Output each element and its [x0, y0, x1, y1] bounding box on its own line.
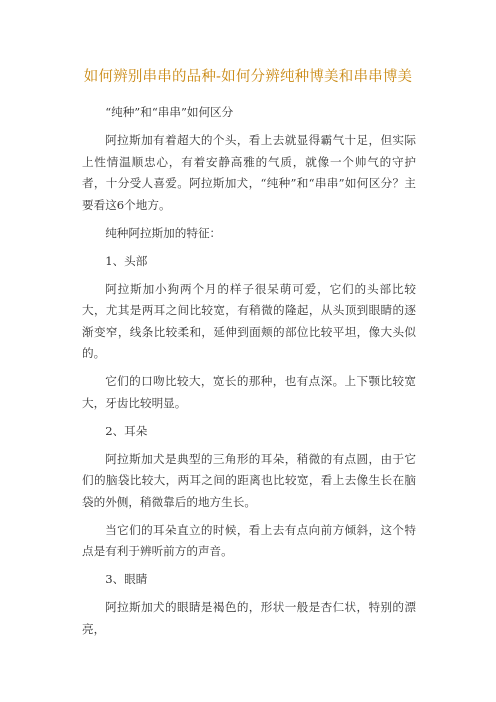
- section-heading: 2、耳朵: [105, 423, 148, 438]
- paragraph-subtitle: “纯种”和“串串”如何区分: [105, 105, 234, 119]
- paragraph: 阿拉斯加犬是典型的三角形的耳朵，稍微的有点圆，由于它们的脑袋比较大，两耳之间的距离也比较宽，看上去像生长在脑袋的外侧，稍微靠后的地方生长。: [82, 451, 416, 509]
- paragraph: 阿拉斯加小狗两个月的样子很呆萌可爱，它们的头部比较大，尤其是两耳之间比较宽，有稍微的隆起，从头顶到眼睛的逐渐变窄，线条比较柔和，延伸到面颊的部位比较平坦，像大头似的。: [82, 281, 416, 360]
- paragraph: 它们的口吻比较大，宽长的那种，也有点深。上下颚比较宽大，牙齿比较明显。: [82, 374, 416, 410]
- document-body: [82, 102, 416, 647]
- paragraph: 阿拉斯加犬的眼睛是褐色的，形状一般是杏仁状，特别的漂亮，: [82, 600, 416, 636]
- document-title: 如何辨别串串的品种-如何分辨纯种博美和串串博美: [83, 69, 413, 85]
- paragraph: 当它们的耳朵直立的时候，看上去有点向前方倾斜，这个特点是有利于辨听前方的声音。: [82, 522, 416, 558]
- section-heading: 3、眼睛: [105, 572, 148, 586]
- paragraph: 纯种阿拉斯加的特征：: [105, 225, 222, 240]
- paragraph: 阿拉斯加有着超大的个头，看上去就显得霸气十足，但实际上性情温顺忠心，有着安静高雅的气质，就像一个帅气的守护者，十分受人喜爱。阿拉斯加犬，“纯种”和“串串”如何区分？主要看这6个地方。: [82, 133, 416, 212]
- section-heading: 1、头部: [105, 253, 148, 268]
